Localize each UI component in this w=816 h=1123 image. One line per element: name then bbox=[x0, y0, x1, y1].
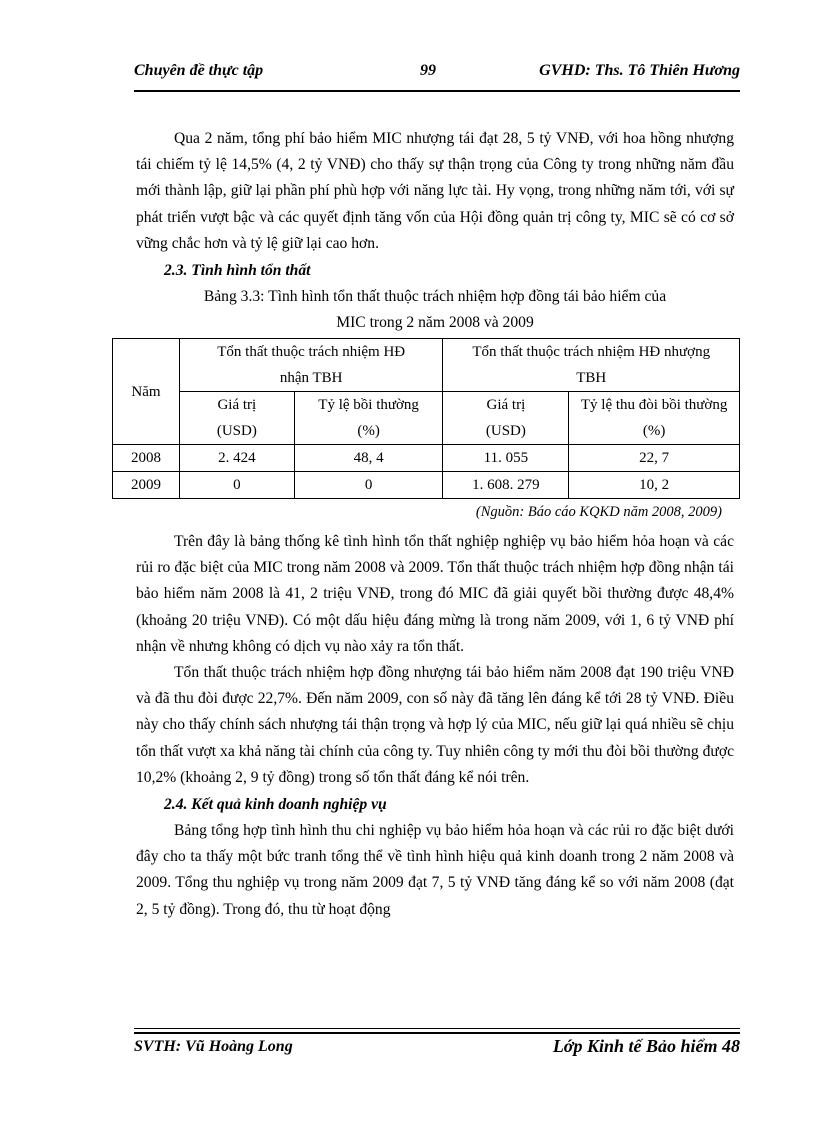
cell-year: 2008 bbox=[113, 445, 180, 472]
header-ceded-value: Giá trị (USD) bbox=[443, 392, 569, 445]
paragraph-business-results: Bảng tổng hợp tình hình thu chi nghiệp vụ bảo hiểm hỏa hoạn và các rủi ro đặc biệt dưới đây cho ta thấy một bức tranh tổng thể về tình hình hiệu quả kinh doanh trong 2 năm 2008 và 2009. Tổng thu nghiệp vụ trong năm 2009 đạt 7, 5 tỷ VNĐ tăng đáng kể so với năm 2008 (đạt 2, 5 tỷ đồng). Trong đó, thu từ hoạt động bbox=[136, 822, 734, 918]
header-course-title: Chuyên đề thực tập bbox=[134, 62, 264, 79]
cell-received-value: 2. 424 bbox=[179, 445, 294, 472]
footer-rule-thin bbox=[134, 1028, 740, 1029]
header-received-group: Tổn thất thuộc trách nhiệm HĐ nhận TBH bbox=[179, 339, 443, 392]
cell-recovery-ratio: 22, 7 bbox=[569, 445, 740, 472]
paragraph-loss-received: Trên đây là bảng thống kê tình hình tổn thất nghiệp nghiệp vụ bảo hiểm hỏa hoạn và các rủi ro đặc biệt của MIC trong năm 2008 và 2009. Tổn thất thuộc trách nhiệm hợp đồng nhận tái bảo hiểm năm 2008 là 41, 2 triệu VNĐ, trong đó MIC đã giải quyết bồi thường được 48,4% (khoảng 20 triệu VNĐ). Có một dấu hiệu đáng mừng là trong năm 2009, với 1, 6 tỷ VNĐ phí nhận về nhưng không có dịch vụ nào xảy ra tổn thất. bbox=[136, 533, 734, 655]
table-row bbox=[113, 472, 740, 499]
header-compensation-ratio: Tỷ lệ bồi thường (%) bbox=[294, 392, 443, 445]
table-caption-line-1: Bảng 3.3: Tình hình tổn thất thuộc trách nhiệm hợp đồng tái bảo hiểm của bbox=[203, 288, 667, 306]
footer-class: Lớp Kinh tế Bảo hiểm 48 bbox=[552, 1036, 740, 1056]
table-source: (Nguồn: Báo cáo KQKD năm 2008, 2009) bbox=[475, 504, 722, 521]
header-recovery-ratio: Tỷ lệ thu đòi bồi thường (%) bbox=[569, 392, 740, 445]
cell-ceded-value: 1. 608. 279 bbox=[443, 472, 569, 499]
header-ceded-group: Tổn thất thuộc trách nhiệm HĐ nhượng TBH bbox=[443, 339, 740, 392]
cell-ceded-value: 11. 055 bbox=[443, 445, 569, 472]
footer-student: SVTH: Vũ Hoàng Long bbox=[134, 1038, 293, 1055]
cell-compensation-ratio: 0 bbox=[294, 472, 443, 499]
footer-rule-thick bbox=[134, 1032, 740, 1034]
page-header bbox=[134, 62, 740, 82]
section-heading-2-3: 2.3. Tình hình tổn thất bbox=[164, 262, 311, 280]
cell-received-value: 0 bbox=[179, 472, 294, 499]
table-caption-line-2: MIC trong 2 năm 2008 và 2009 bbox=[336, 314, 534, 332]
table-caption bbox=[136, 284, 734, 336]
table-row bbox=[113, 445, 740, 472]
header-supervisor: GVHD: Ths. Tô Thiên Hương bbox=[539, 62, 740, 79]
cell-recovery-ratio: 10, 2 bbox=[569, 472, 740, 499]
cell-compensation-ratio: 48, 4 bbox=[294, 445, 443, 472]
header-rule bbox=[134, 90, 740, 92]
cell-year: 2009 bbox=[113, 472, 180, 499]
paragraph-loss-ceded: Tổn thất thuộc trách nhiệm hợp đồng nhượng tái bảo hiểm năm 2008 đạt 190 triệu VNĐ và đã thu đòi được 22,7%. Đến năm 2009, con số này đã tăng lên đáng kể tới 28 tỷ VNĐ. Điều này cho thấy chính sách nhượng tái thận trọng và hợp lý của MIC, nếu giữ lại quá nhiều sẽ chịu tổn thất vượt xa khả năng tài chính của công ty. Tuy nhiên công ty mới thu đòi bồi thường được 10,2% (khoảng 2, 9 tỷ đồng) trong số tổn thất đáng kể nói trên. bbox=[136, 664, 734, 786]
section-heading-2-4: 2.4. Kết quả kinh doanh nghiệp vụ bbox=[164, 796, 387, 814]
paragraph-reinsurance-summary: Qua 2 năm, tổng phí bảo hiểm MIC nhượng tái đạt 28, 5 tỷ VNĐ, với hoa hồng nhượng tái chiếm tỷ lệ 14,5% (4, 2 tỷ VNĐ) cho thấy sự thận trọng của Công ty trong những năm đầu mới thành lập, giữ lại phần phí phù hợp với năng lực tài. Hy vọng, trong những năm tới, với sự phát triển vượt bậc và các quyết định tăng vốn của Hội đồng quản trị công ty, MIC sẽ có cơ sở vững chắc hơn và tỷ lệ giữ lại cao hơn. bbox=[136, 130, 734, 252]
page-body bbox=[130, 126, 734, 923]
page-number: 99 bbox=[420, 62, 436, 79]
page-footer bbox=[134, 1036, 740, 1060]
header-year: Năm bbox=[113, 339, 180, 445]
header-received-value: Giá trị (USD) bbox=[179, 392, 294, 445]
loss-table bbox=[112, 338, 740, 499]
